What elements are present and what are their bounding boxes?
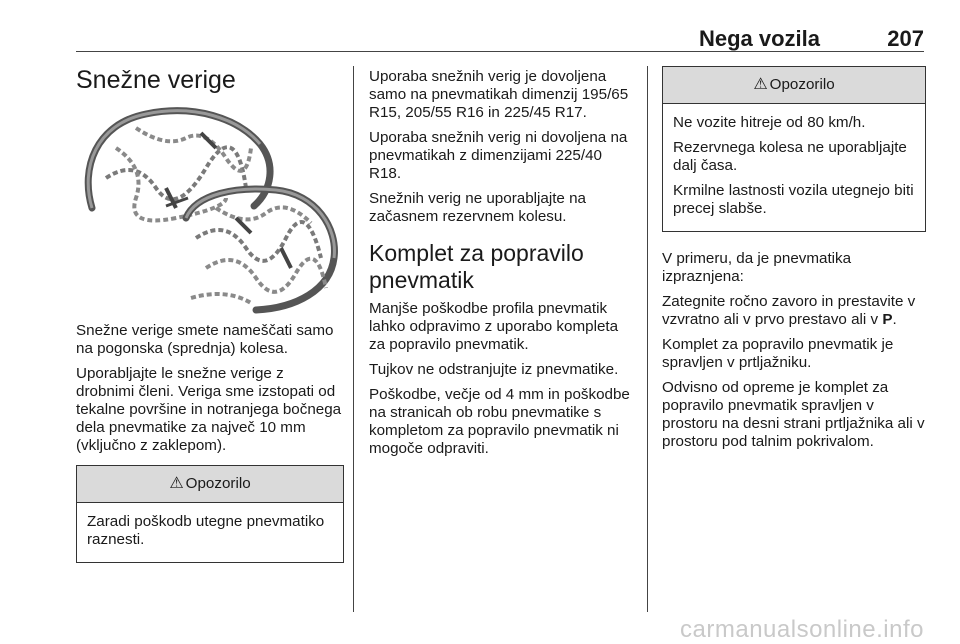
warning-header (663, 67, 925, 104)
warning-text: Ne vozite hitreje od 80 km/h. (673, 114, 866, 131)
paragraph: Manjše poškodbe profila pnevmatik lahko odpravimo z uporabo kompleta za popravilo pnevmatik. (369, 300, 619, 353)
watermark: carmanualsonline.info (680, 616, 924, 643)
paragraph: Komplet za popravilo pnevmatik je spravljen v prtljažniku. (662, 336, 894, 371)
gear-letter: P (882, 311, 893, 328)
paragraph-text: . (892, 311, 897, 328)
paragraph: Snežne verige smete nameščati samo na pogonska (sprednja) kolesa. (76, 322, 334, 357)
column-divider-2 (647, 66, 648, 612)
snow-chains-illustration (76, 98, 338, 314)
paragraph: Tujkov ne odstranjujte iz pnevmatike. (369, 361, 619, 378)
page-number: 207 (887, 26, 924, 51)
paragraph: Uporabljajte le snežne verige z drobnimi členi. Veriga sme izstopati od tekalne površine in notranjega bočnega dela pnevmatike za največ 10 mm (vključno z zaklepom). (76, 365, 342, 454)
warning-title: Opozorilo (185, 475, 251, 492)
header-rule (76, 51, 924, 52)
paragraph: Odvisno od opreme je komplet za popravilo pnevmatik spravljen v prostoru na desni strani prtljažnika ali v prostoru pod talnim pokrivalom. (662, 379, 925, 450)
column-divider-1 (353, 66, 354, 612)
paragraph (662, 293, 926, 329)
section-title-snow-chains: Snežne verige (76, 66, 236, 94)
middle-column (369, 68, 635, 465)
paragraph: Uporaba snežnih verig ni dovoljena na pnevmatikah z dimenzijami 225/40 R18. (369, 129, 628, 182)
paragraph: Poškodbe, večje od 4 mm in poškodbe na stranicah ob robu pnevmatike s kompletom za popravilo pnevmatik ni mogoče odpraviti. (369, 386, 630, 457)
warning-box (662, 66, 926, 232)
warning-text: Rezervnega kolesa ne uporabljajte dalj časa. (673, 139, 907, 174)
paragraph: V primeru, da je pnevmatika izpraznjena: (662, 250, 852, 285)
warning-title: Opozorilo (769, 76, 835, 93)
snow-chains-image (76, 98, 338, 314)
warning-triangle-icon: ⚠ (169, 475, 184, 492)
warning-header (77, 466, 343, 503)
section-title-tire-repair-kit: Komplet za popravilo pnevmatik (369, 240, 584, 293)
warning-triangle-icon: ⚠ (753, 76, 768, 93)
warning-body (77, 503, 343, 562)
header-title: Nega vozila (698, 26, 820, 51)
paragraph-text: Zategnite ročno zavoro in prestavite v vzvratno ali v prvo prestavo ali v (662, 293, 916, 328)
warning-text: Zaradi poškodb utegne pnevmatiko raznesti. (87, 513, 325, 548)
right-column (662, 66, 926, 458)
paragraph: Snežnih verig ne uporabljajte na začasnem rezervnem kolesu. (369, 190, 586, 225)
warning-text: Krmilne lastnosti vozila utegnejo biti precej slabše. (673, 182, 914, 217)
warning-body (663, 104, 925, 231)
warning-box (76, 465, 344, 563)
paragraph: Uporaba snežnih verig je dovoljena samo na pnevmatikah dimenzij 195/65 R15, 205/55 R16 in 225/45 R17. (369, 68, 629, 121)
left-column (76, 322, 344, 563)
